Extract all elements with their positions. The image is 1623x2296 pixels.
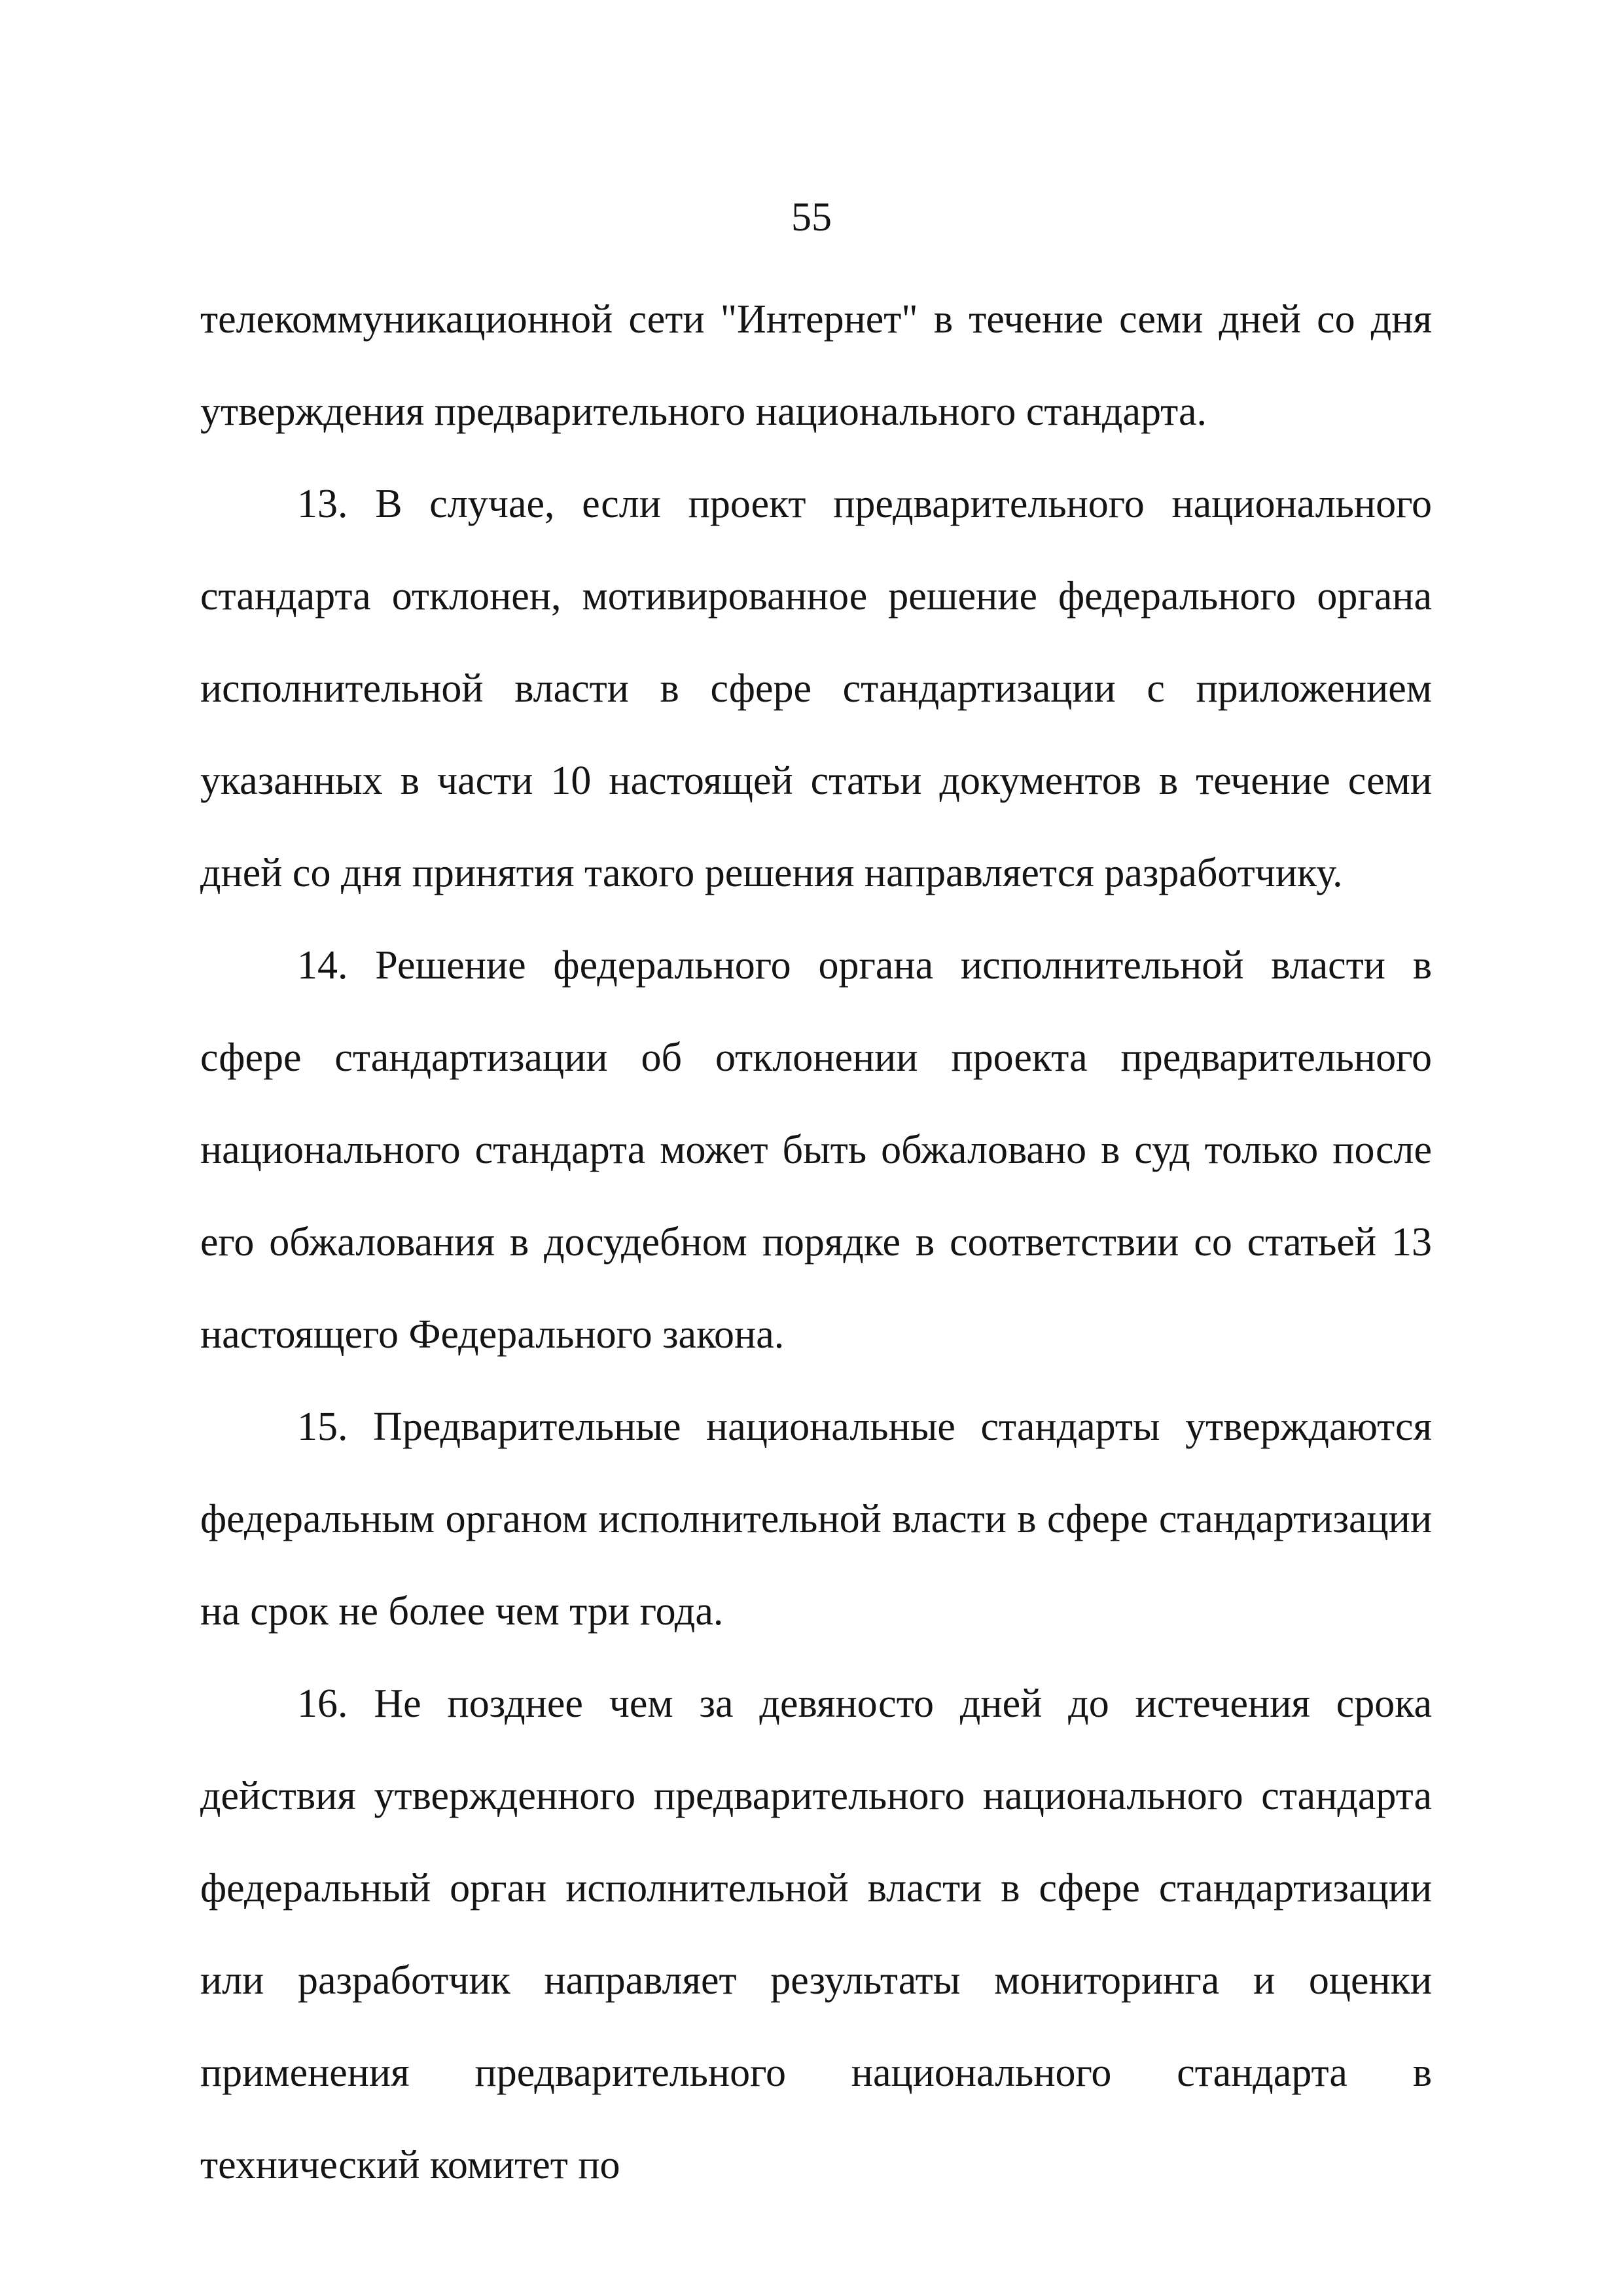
paragraph-12-continuation: телекоммуникационной сети "Интернет" в течение семи дней со дня утверждения предварительного национального стандарта. [200,297,1432,434]
paragraph-14: 14. Решение федерального органа исполнительной власти в сфере стандартизации об отклонении проекта предварительного национального стандарта может быть обжаловано в суд только после его обжалования в досудебном порядке в соответствии со статьей 13 настоящего Федерального закона. [200,943,1432,1357]
paragraph-13: 13. В случае, если проект предварительного национального стандарта отклонен, мотивированное решение федерального органа исполнительной власти в сфере стандартизации с приложением указанных в части 10 настоящей статьи документов в течение семи дней со дня принятия такого решения направляется разработчику. [200,482,1432,895]
page-number: 55 [791,195,832,240]
paragraph-16: 16. Не позднее чем за девяносто дней до истечения срока действия утвержденного предварительного национального стандарта федеральный орган исполнительной власти в сфере стандартизации или разработчик направляет результаты мониторинга и оценки применения предварительного национального стандарта в технический комитет по [200,1681,1432,2187]
paragraph-15: 15. Предварительные национальные стандарты утверждаются федеральным органом исполнительной власти в сфере стандартизации на срок не более чем три года. [200,1405,1432,1634]
document-body [200,274,1432,2212]
